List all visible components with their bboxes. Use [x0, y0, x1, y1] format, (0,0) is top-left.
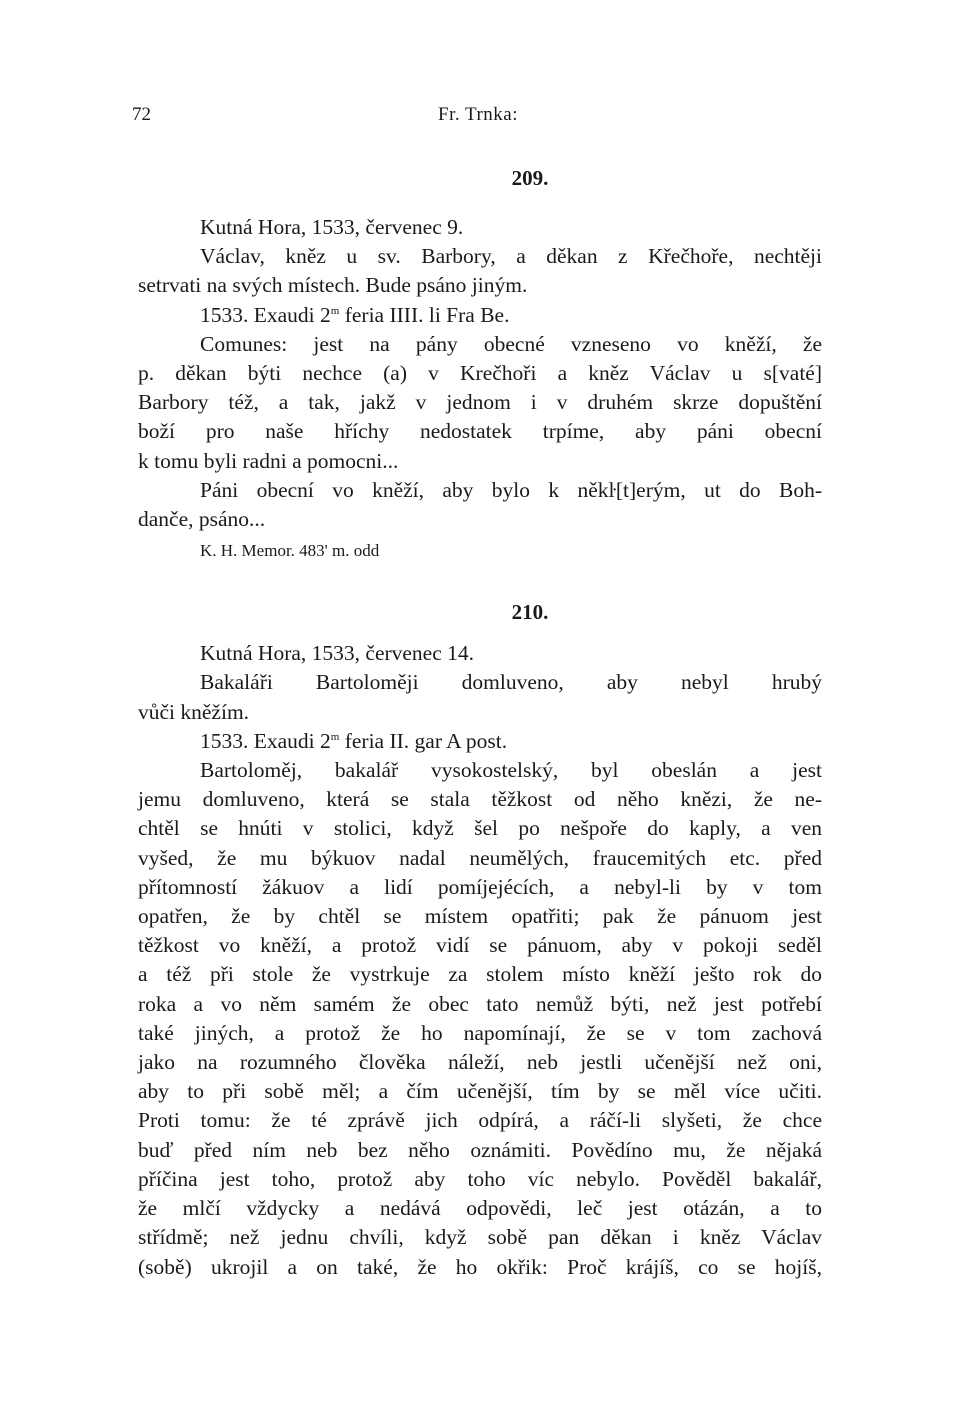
- text-line-210: opatřen, že by chtěl se místem opatřiti; pak že pánuom jest: [138, 904, 822, 929]
- page-number: 72: [132, 104, 151, 125]
- text-line-210: jemu domluveno, která se stala těžkost od něho knězi, že ne-: [138, 787, 822, 812]
- summary-line-210: Bakaláři Bartoloměji domluveno, aby nebyl hrubý: [200, 670, 822, 695]
- text-line-210: a též při stole že vystrkuje za stolem místo kněží ješto rok do: [138, 962, 822, 987]
- text-line-210: jako na rozumného člověka náleží, neb jestli učenější než oni,: [138, 1050, 822, 1075]
- text-line-210: aby to při sobě měl; a čím učenější, tím by se měl více učiti.: [138, 1079, 822, 1104]
- document-number-209: 209.: [511, 166, 549, 190]
- text-line-210: Proti tomu: že té zprávě jich odpírá, a ráčí-li slyšeti, že chce: [138, 1108, 822, 1133]
- text-line-210: přítomností žákuov a lidí pomíjejécích, a nebyl-li by v tom: [138, 874, 822, 899]
- place-date-209: Kutná Hora, 1533, červenec 9.: [200, 215, 464, 239]
- text-line-209: boží pro naše hříchy nedostatek trpíme, aby páni obecní: [138, 419, 822, 444]
- text-line-210: také jiných, a protož že ho napomínají, že se v tom zachová: [138, 1020, 822, 1045]
- text-line-210: roka a vo něm samém že obec tato nemůž býti, než jest potřebí: [138, 991, 822, 1016]
- text-line-210: střídmě; než jednu chvíli, když sobě pan děkan i kněz Václav: [138, 1225, 822, 1250]
- text-line-210: těžkost vo kněží, a protož vidí se pánuom, aby v pokoji seděl: [138, 933, 822, 958]
- text-line-209: Páni obecní vo kněží, aby bylo k někŀ[t]erým, ut do Boh-: [200, 477, 822, 502]
- running-head: Fr. Trnka:: [438, 104, 518, 125]
- page-header: [132, 100, 822, 140]
- document-number-210: 210.: [511, 600, 549, 625]
- text-line-210: vyšed, že mu býkuov nadal neumělých, fraucemitých etc. před: [138, 845, 822, 870]
- text-line-210: buď před ním neb bez něho oznámiti. Povědíno mu, že nějaká: [138, 1137, 822, 1162]
- place-date-210: Kutná Hora, 1533, červenec 14.: [200, 641, 475, 666]
- text-line-209: danče, psáno...: [138, 507, 266, 532]
- text-line-210: Bartoloměj, bakalář vysokostelský, byl obeslán a jest: [200, 758, 822, 783]
- dating-210: 1533. Exaudi 2$^m$ feria II. gar A post.: [200, 728, 508, 753]
- text-line-210: chtěl se hnúti v stolici, když šel po nešpoře do kaply, a ven: [138, 816, 822, 841]
- text-line-209: p. děkan býti nechce (a) v Krečhoři a kněz Václav u s[vaté]: [138, 361, 822, 386]
- text-line-210: příčina jest toho, protož aby toho víc nebylo. Pověděl bakalář,: [138, 1166, 822, 1191]
- dating-209: 1533. Exaudi 2$^m$ feria IIII. li Fra Be.: [200, 302, 510, 327]
- summary-line-209: Václav, kněz u sv. Barbory, a děkan z Křečhoře, nechtěji: [200, 244, 822, 269]
- text-line-209: Barbory též, a tak, jakž v jednom i v druhém skrze dopuštění: [138, 390, 822, 415]
- text-line-209: Comunes: jest na pány obecné vzneseno vo kněží, že: [200, 331, 822, 356]
- page: [132, 100, 822, 1282]
- text-line-209: k tomu byli radni a pomocni...: [138, 448, 399, 473]
- summary-line-209: setrvati na svých místech. Bude psáno jiným.: [138, 273, 528, 298]
- summary-line-210: vůči kněžím.: [138, 699, 250, 724]
- text-line-210: (sobě) ukrojil a on také, že ho okřik: Proč krájíš, co se hojíš,: [138, 1254, 822, 1279]
- source-reference-209: K. H. Memor. 483' m. odd: [200, 541, 380, 561]
- text-line-210: že mlčí vždycky a nedává odpovědi, leč jest otázán, a to: [138, 1196, 822, 1221]
